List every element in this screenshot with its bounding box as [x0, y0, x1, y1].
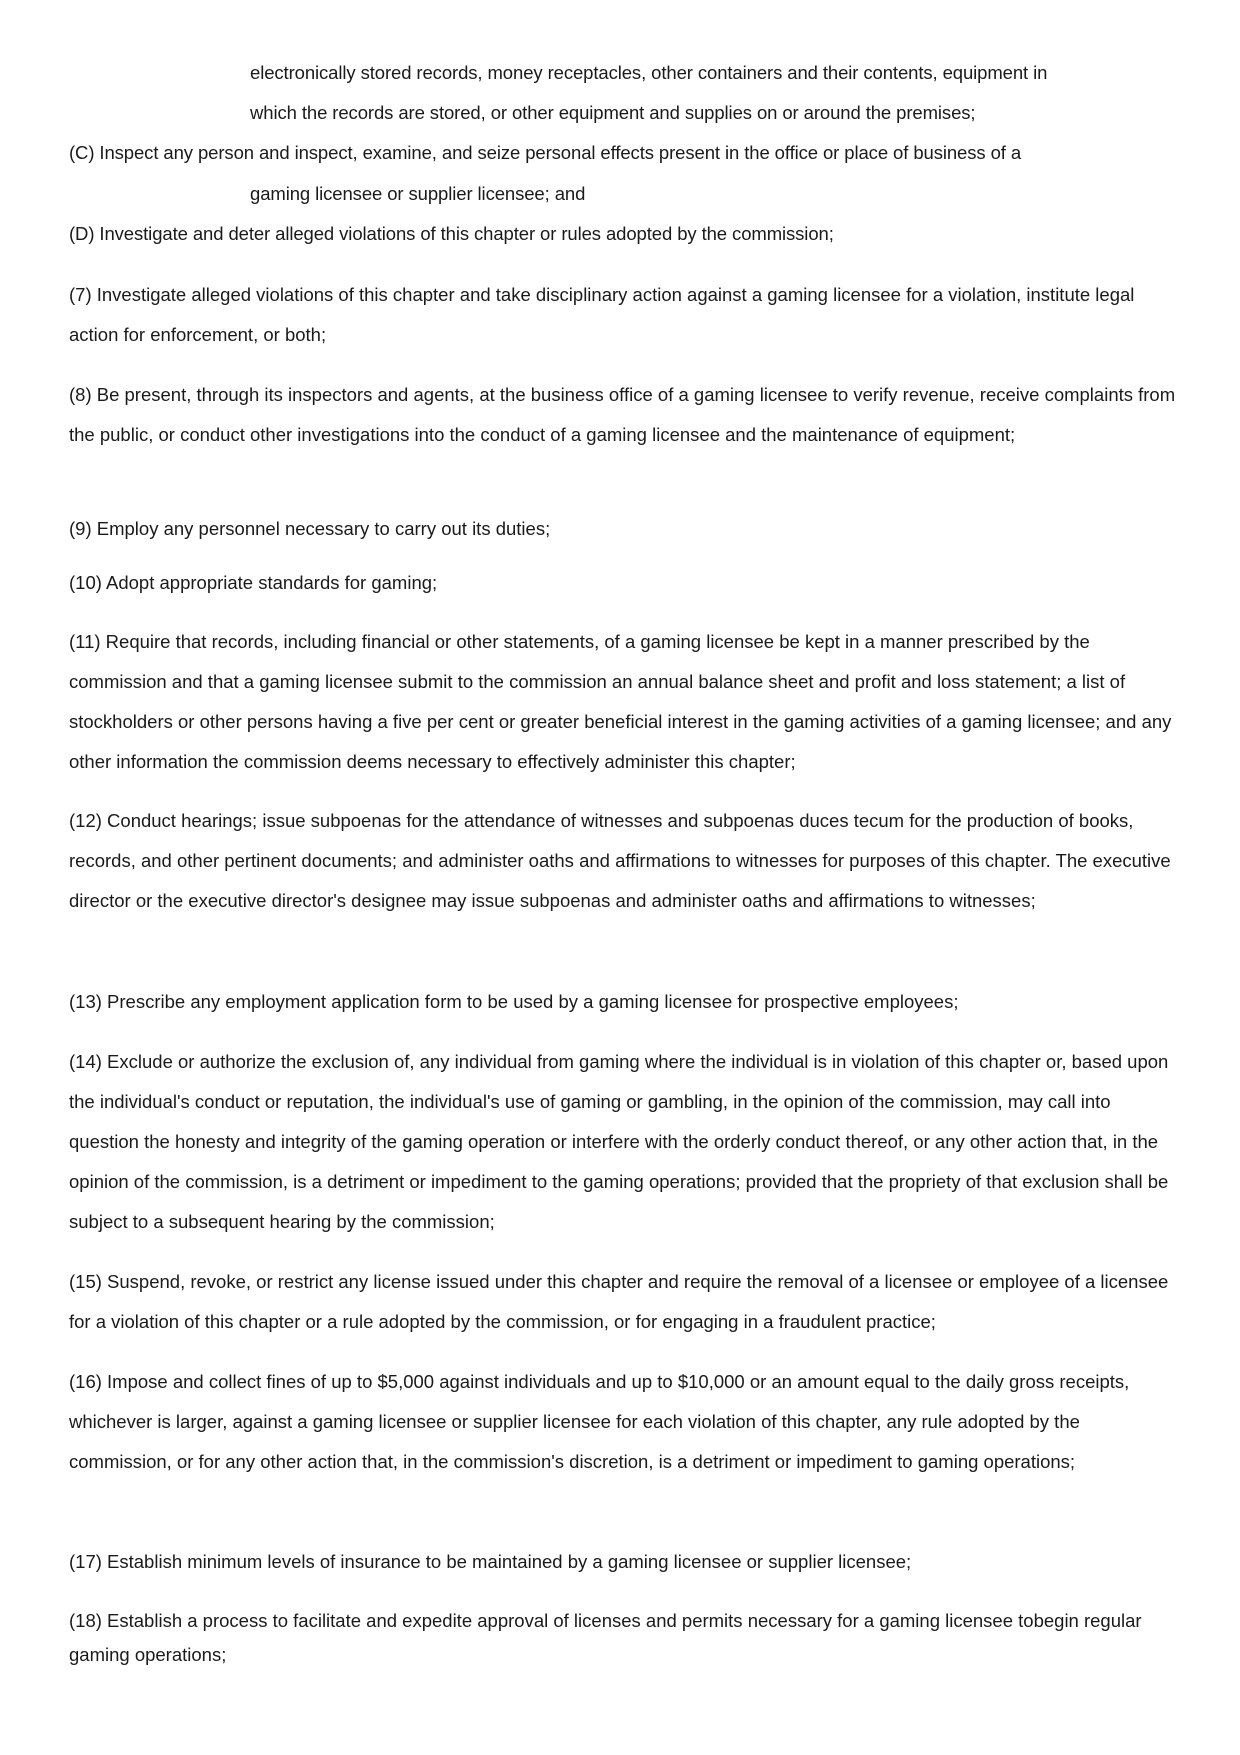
item-12: (12) Conduct hearings; issue subpoenas for the attendance of witnesses and subpoenas duces tecum for the production of books, records, and other pertinent documents; and administer oaths and affirmations to witnesses for purposes of this chapter. The executive director or the executive director's designee may issue subpoenas and administer oaths and affirmations to witnesses;	[69, 810, 1171, 911]
item-7: (7) Investigate alleged violations of this chapter and take disciplinary action against a gaming licensee for a violation, institute legal action for enforcement, or both;	[69, 284, 1135, 345]
item-15: (15) Suspend, revoke, or restrict any license issued under this chapter and require the removal of a licensee or employee of a licensee for a violation of this chapter or a rule adopted by the commission, or for engaging in a fraudulent practice;	[69, 1271, 1169, 1332]
item-9: (9) Employ any personnel necessary to carry out its duties;	[69, 518, 551, 539]
continued-item-b-line-2: which the records are stored, or other equipment and supplies on or around the premises;	[250, 102, 976, 123]
item-18: (18) Establish a process to facilitate and expedite approval of licenses and permits necessary for a gaming licensee tobegin regular gaming operations;	[69, 1610, 1142, 1665]
item-13: (13) Prescribe any employment application form to be used by a gaming licensee for prospective employees;	[69, 991, 959, 1012]
item-10: (10) Adopt appropriate standards for gaming;	[69, 572, 438, 593]
item-8: (8) Be present, through its inspectors and agents, at the business office of a gaming licensee to verify revenue, receive complaints from the public, or conduct other investigations into the conduct of a gaming licensee and the maintenance of equipment;	[69, 384, 1176, 445]
item-c-line-1: (C) Inspect any person and inspect, examine, and seize personal effects present in the office or place of business of a	[69, 142, 1022, 163]
item-16: (16) Impose and collect fines of up to $5,000 against individuals and up to $10,000 or an amount equal to the daily gross receipts, whichever is larger, against a gaming licensee or supplier licensee for each violation of this chapter, any rule adopted by the commission, or for any other action that, in the commission's discretion, is a detriment or impediment to gaming operations;	[69, 1371, 1130, 1472]
item-c-line-2: gaming licensee or supplier licensee; and	[250, 183, 586, 204]
item-d: (D) Investigate and deter alleged violations of this chapter or rules adopted by the commission;	[69, 223, 834, 244]
continued-item-b-line-1: electronically stored records, money receptacles, other containers and their contents, equipment in	[250, 62, 1048, 83]
item-17: (17) Establish minimum levels of insurance to be maintained by a gaming licensee or supplier licensee;	[69, 1551, 912, 1572]
item-14: (14) Exclude or authorize the exclusion of, any individual from gaming where the individual is in violation of this chapter or, based upon the individual's conduct or reputation, the individual's use of gaming or gambling, in the opinion of the commission, may call into question the honesty and integrity of the gaming operation or interfere with the orderly conduct thereof, or any other action that, in the opinion of the commission, is a detriment or impediment to the gaming operations; provided that the propriety of that exclusion shall be subject to a subsequent hearing by the commission;	[69, 1051, 1169, 1232]
item-11: (11) Require that records, including financial or other statements, of a gaming licensee be kept in a manner prescribed by the commission and that a gaming licensee submit to the commission an annual balance sheet and profit and loss statement; a list of stockholders or other persons having a five per cent or greater beneficial interest in the gaming activities of a gaming licensee; and any other information the commission deems necessary to effectively administer this chapter;	[69, 631, 1172, 772]
